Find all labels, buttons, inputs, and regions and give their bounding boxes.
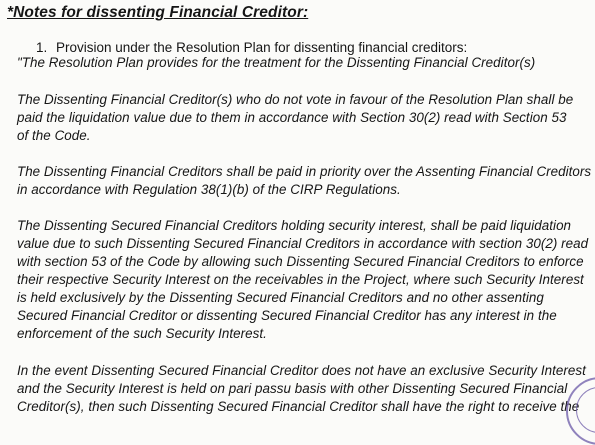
- paragraph-line: in accordance with Regulation 38(1)(b) of the CIRP Regulations.: [17, 182, 401, 197]
- paragraph-line: is held exclusively by the Dissenting Secured Financial Creditors and no other assenting: [17, 290, 544, 305]
- paragraph-line: The Dissenting Secured Financial Creditors holding security interest, shall be paid liquidation: [17, 218, 572, 233]
- paragraph-line: their respective Security Interest on the receivables in the Project, where such Security Interest: [17, 272, 584, 287]
- list-item-provision: [36, 40, 467, 55]
- quote-line: "The Resolution Plan provides for the treatment for the Dissenting Financial Creditor(s): [17, 55, 536, 70]
- paragraph-line: of the Code.: [17, 128, 91, 143]
- paragraph-line: The Dissenting Financial Creditors shall be paid in priority over the Assenting Financial Creditors: [17, 164, 592, 179]
- paragraph-line: value due to such Dissenting Secured Financial Creditors in accordance with section 30(2) read: [17, 236, 589, 251]
- paragraph-line: Creditor(s), then such Dissenting Secured Financial Creditor shall have the right to receive the: [17, 399, 580, 414]
- official-stamp: [566, 377, 595, 445]
- paragraph-line: and the Security Interest is held on pari passu basis with other Dissenting Secured Financial: [17, 381, 568, 396]
- paragraph-line: In the event Dissenting Secured Financial Creditor does not have an exclusive Security Interest: [17, 363, 586, 378]
- paragraph-line: paid the liquidation value due to them in accordance with Section 30(2) read with Section 53: [17, 110, 567, 125]
- notes-heading: *Notes for dissenting Financial Creditor:: [7, 4, 309, 21]
- list-item-number: 1.: [36, 40, 48, 55]
- paragraph-line: with section 53 of the Code by allowing such Dissenting Secured Financial Creditors to enforce: [17, 254, 584, 269]
- paragraph-line: The Dissenting Financial Creditor(s) who do not vote in favour of the Resolution Plan shall be: [17, 92, 574, 107]
- paragraph-line: enforcement of the such Security Interest.: [17, 326, 267, 341]
- paragraph-line: Secured Financial Creditor or dissenting Secured Financial Creditor has any interest in the: [17, 308, 557, 323]
- list-item-text: Provision under the Resolution Plan for dissenting financial creditors:: [56, 40, 468, 55]
